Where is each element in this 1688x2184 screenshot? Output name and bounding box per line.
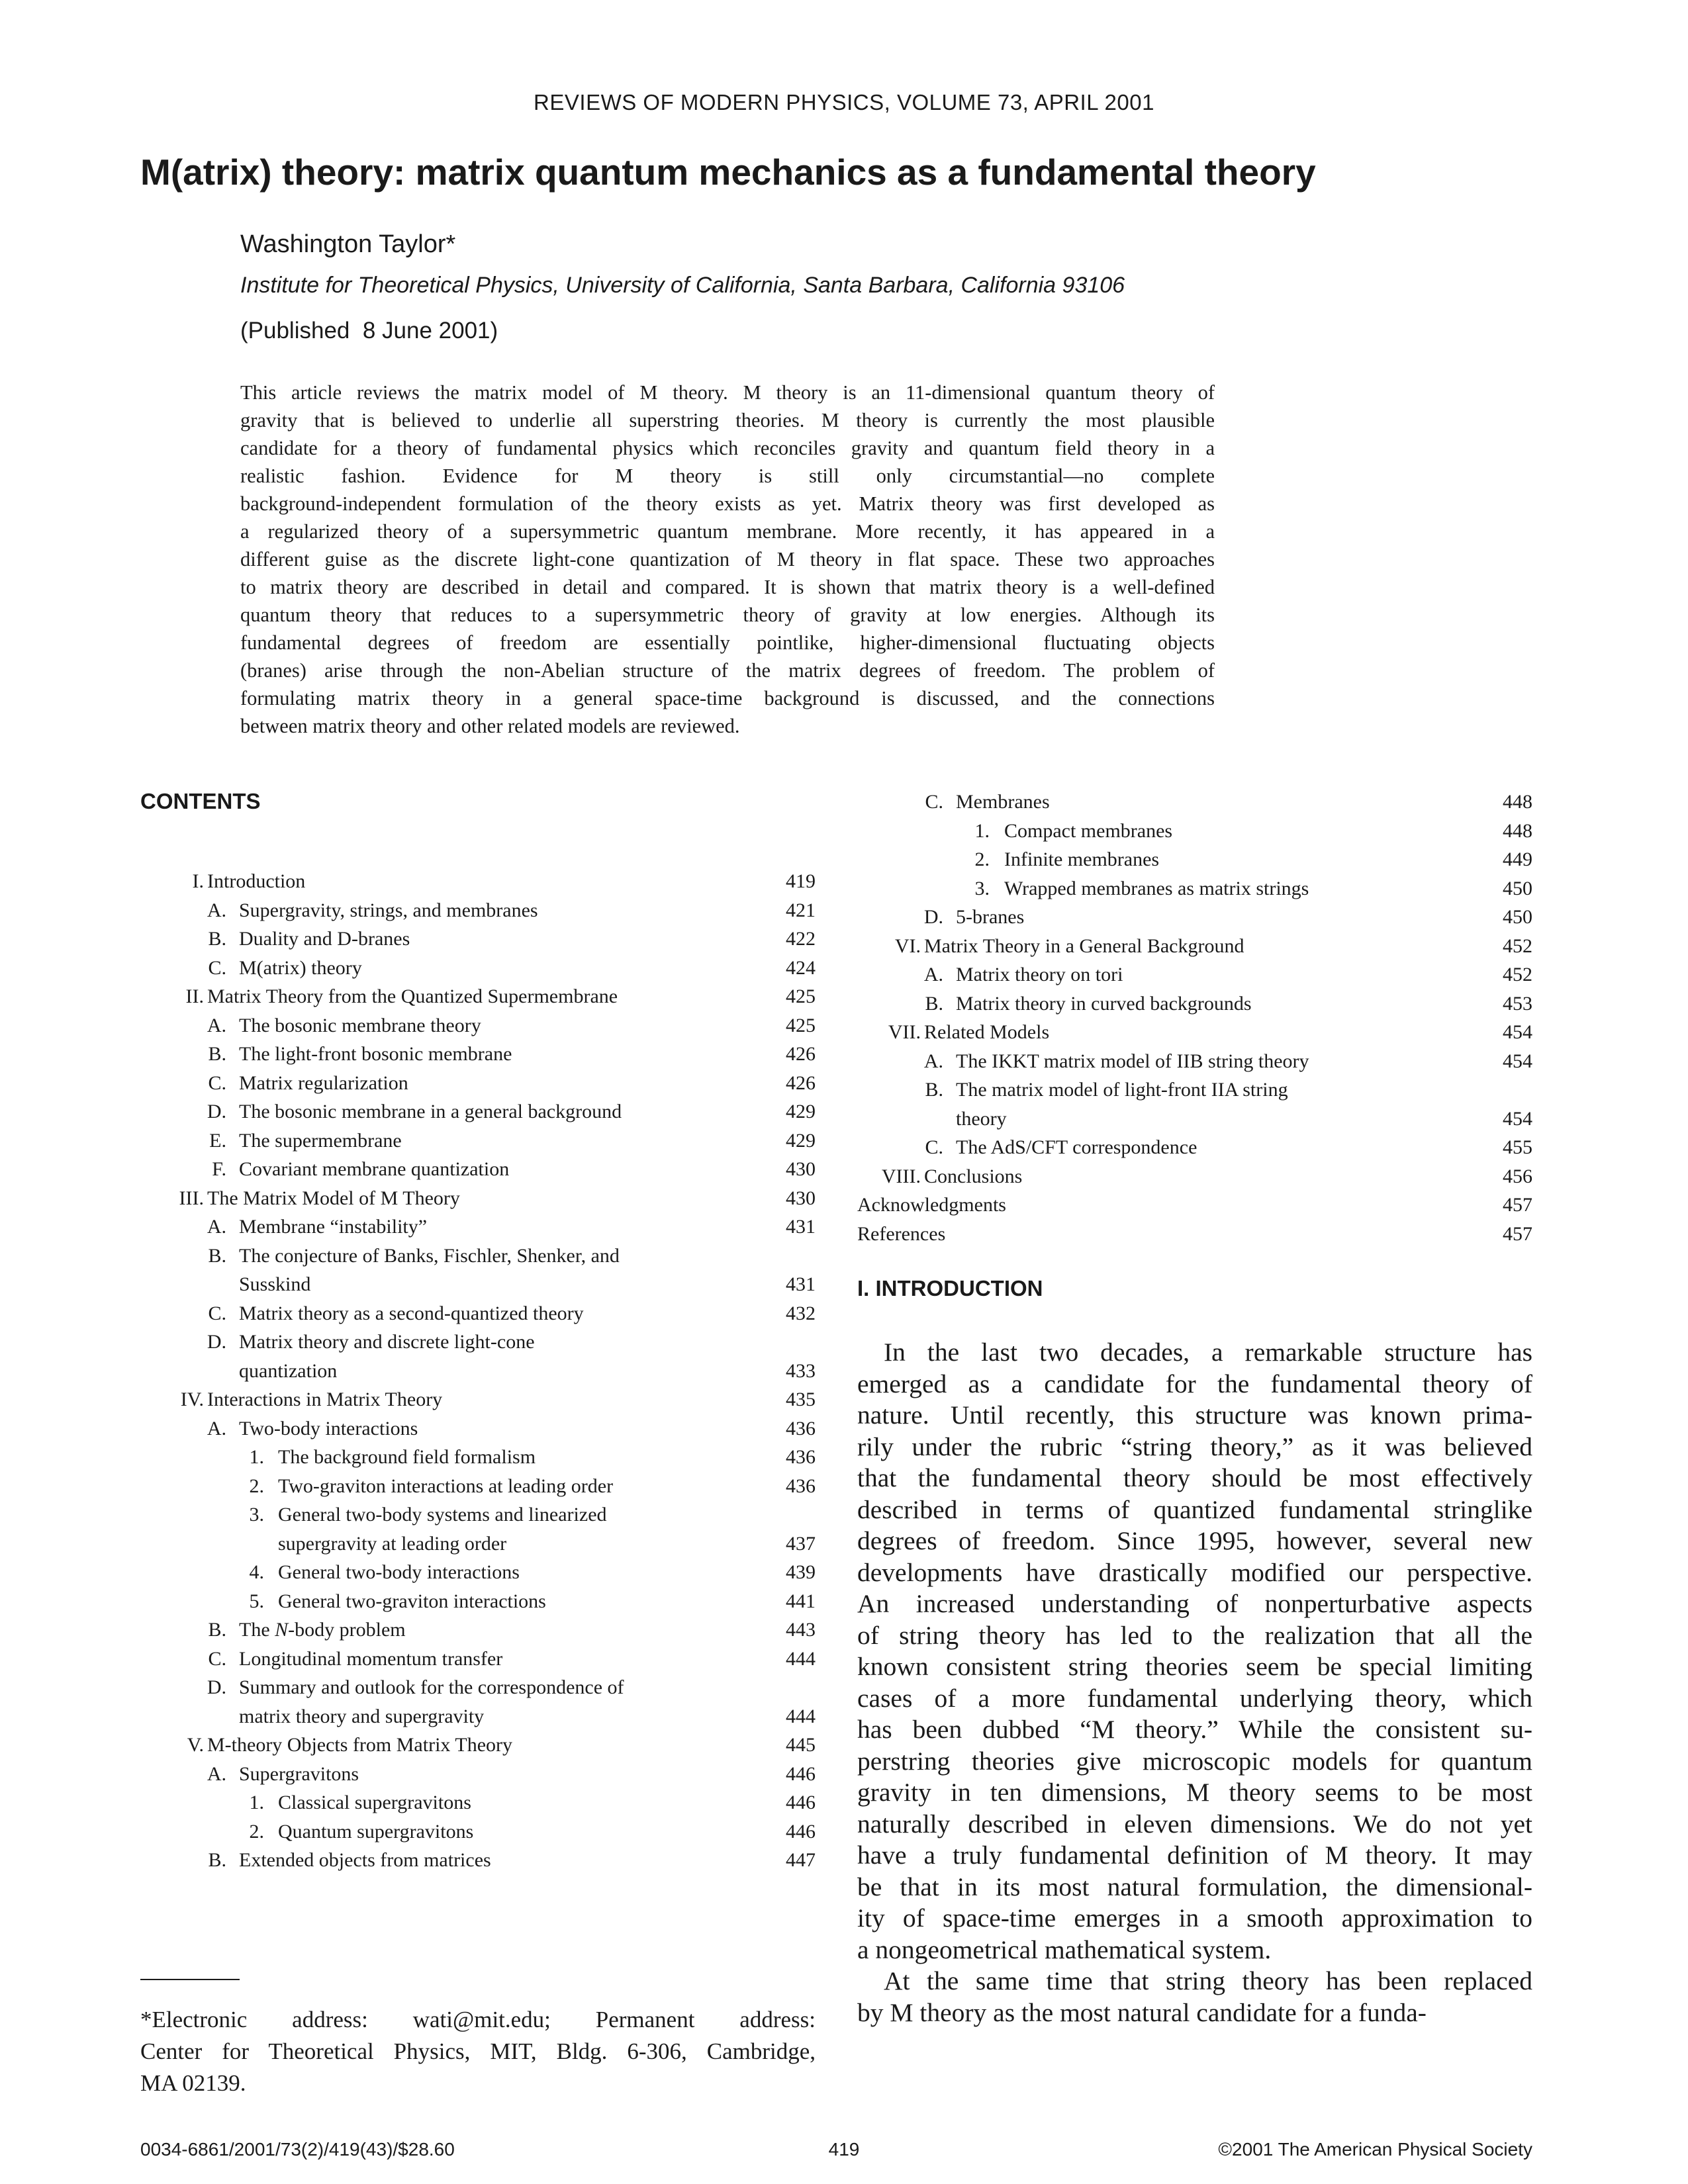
toc-entry[interactable] — [140, 1472, 816, 1501]
toc-entry-title: Susskind — [239, 1273, 311, 1295]
intro-line: has been dubbed “M theory.” While the consistent su- — [857, 1715, 1532, 1744]
toc-entry-title: Matrix theory and discrete light-cone — [239, 1331, 535, 1353]
toc-entry-label: VII. — [888, 1021, 921, 1043]
publication-date: (Published 8 June 2001) — [240, 318, 498, 343]
toc-entry-label: 2. — [974, 848, 990, 870]
intro-line: a nongeometrical mathematical system. — [857, 1934, 1272, 1964]
toc-entry-label: 5. — [249, 1590, 264, 1612]
toc-entry-label: D. — [207, 1676, 226, 1698]
toc-entry-label: C. — [208, 1647, 226, 1670]
toc-entry[interactable] — [857, 874, 1532, 903]
toc-entry-page: 424 — [786, 956, 816, 979]
intro-line: ity of space-time emerges in a smooth approximation to — [857, 1903, 1532, 1933]
toc-entry[interactable] — [140, 1414, 816, 1443]
toc-entry-page: 425 — [786, 1014, 816, 1036]
abstract-line: quantum theory that reduces to a supersymmetric theory of gravity at low energies. Although its — [240, 604, 1215, 626]
intro-line: described in terms of quantized fundamental stringlike — [857, 1494, 1532, 1524]
toc-entry[interactable] — [140, 867, 816, 896]
toc-entry[interactable] — [857, 903, 1532, 932]
toc-entry-page: 429 — [786, 1101, 816, 1122]
toc-entry-label: B. — [208, 1619, 226, 1641]
toc-entry[interactable] — [140, 1817, 816, 1846]
footnote-rule — [140, 1979, 240, 1980]
toc-entry[interactable] — [857, 1075, 1532, 1105]
toc-entry[interactable] — [140, 1529, 816, 1559]
intro-line: rily under the rubric “string theory,” as it was believed — [857, 1432, 1532, 1461]
toc-entry-label: A. — [207, 1014, 226, 1036]
toc-entry-label: A. — [207, 1417, 226, 1439]
intro-line: that the fundamental theory should be most effectively — [857, 1463, 1532, 1492]
toc-entry-title: Wrapped membranes as matrix strings — [1004, 877, 1309, 899]
toc-entry[interactable] — [857, 845, 1532, 874]
toc-entry-page: 437 — [786, 1532, 816, 1555]
toc-entry-label: B. — [208, 1043, 226, 1065]
toc-entry-label: A. — [207, 1216, 226, 1238]
toc-entry-page: 453 — [1503, 992, 1532, 1015]
toc-entry-title: Extended objects from matrices — [239, 1849, 491, 1871]
toc-entry-page: 441 — [786, 1590, 816, 1612]
toc-entry-label: B. — [925, 992, 943, 1015]
toc-entry-label: C. — [925, 1136, 943, 1158]
abstract — [240, 379, 1215, 740]
toc-entry-label: 1. — [249, 1792, 264, 1813]
toc-entry-label: A. — [923, 964, 943, 985]
toc-entry-page: 457 — [1503, 1194, 1532, 1216]
abstract-line: realistic fashion. Evidence for M theory is still only circumstantial—no complete — [240, 465, 1215, 487]
intro-line: nature. Until recently, this structure was known prima- — [857, 1400, 1532, 1430]
toc-entry-title: The Matrix Model of M Theory — [207, 1187, 460, 1209]
toc-entry-title: The light-front bosonic membrane — [239, 1043, 512, 1065]
toc-entry-page: 444 — [786, 1705, 816, 1727]
toc-entry-label: A. — [207, 1762, 226, 1785]
footnote-line: *Electronic address: wati@mit.edu; Permanent address: — [140, 2007, 816, 2032]
toc-entry-title: Covariant membrane quantization — [239, 1158, 510, 1180]
footnote-line: MA 02139. — [140, 2070, 246, 2096]
toc-entry-title: Infinite membranes — [1004, 848, 1160, 870]
abstract-line: different guise as the discrete light-cone quantization of M theory in flat space. These two approaches — [240, 548, 1215, 570]
toc-entry-page: 446 — [786, 1792, 816, 1813]
toc-entry-title: Matrix theory on tori — [956, 964, 1123, 985]
toc-entry-page: 431 — [786, 1273, 816, 1295]
toc-entry-title: theory — [956, 1107, 1007, 1130]
toc-entry-title: supergravity at leading order — [278, 1532, 507, 1555]
intro-line: At the same time that string theory has been replaced — [884, 1966, 1532, 1995]
toc-entry[interactable] — [140, 954, 816, 983]
intro-line: emerged as a candidate for the fundamental theory of — [857, 1369, 1532, 1398]
toc-entry-page: 444 — [786, 1647, 816, 1670]
toc-entry-page: 419 — [786, 870, 816, 892]
footer-copyright: ©2001 The American Physical Society — [1218, 2139, 1532, 2160]
toc-entry-title: Classical supergravitons — [278, 1792, 471, 1813]
toc-entry-title: Summary and outlook for the correspondence of — [239, 1676, 624, 1698]
toc-entry[interactable] — [140, 1558, 816, 1587]
toc-entry-label: 1. — [249, 1446, 264, 1468]
toc-entry[interactable] — [140, 1155, 816, 1184]
toc-entry-page: 443 — [786, 1619, 816, 1641]
toc-entry[interactable] — [140, 1615, 816, 1645]
toc-entry-label: 3. — [974, 877, 990, 899]
toc-entry[interactable] — [140, 982, 816, 1011]
abstract-line: This article reviews the matrix model of M theory. M theory is an 11-dimensional quantum theory of — [240, 381, 1215, 404]
intro-line: known consistent string theories seem be special limiting — [857, 1652, 1532, 1681]
toc-entry-page: 421 — [786, 899, 816, 921]
toc-entry-label: 2. — [249, 1475, 264, 1497]
toc-entry[interactable] — [140, 896, 816, 925]
toc-entry-label: 2. — [249, 1820, 264, 1843]
toc-entry-label: C. — [208, 956, 226, 979]
toc-entry[interactable] — [140, 1673, 816, 1702]
toc-entry-title: Longitudinal momentum transfer — [239, 1647, 503, 1670]
toc-entry-title: Membranes — [956, 791, 1050, 813]
toc-entry[interactable] — [140, 1846, 816, 1875]
toc-entry-page: 445 — [786, 1734, 816, 1756]
abstract-line: background-independent formulation of the theory exists as yet. Matrix theory was first developed as — [240, 492, 1215, 515]
toc-entry[interactable] — [857, 932, 1532, 961]
toc-entry-page: 432 — [786, 1302, 816, 1324]
toc-entry-label: C. — [208, 1071, 226, 1094]
introduction-heading: I. INTRODUCTION — [857, 1276, 1043, 1300]
toc-entry-title: Acknowledgments — [857, 1194, 1006, 1216]
toc-entry-title: Compact membranes — [1004, 819, 1173, 842]
toc-entry[interactable] — [140, 1443, 816, 1472]
toc-entry[interactable] — [140, 1731, 816, 1760]
toc-entry[interactable] — [140, 1500, 816, 1529]
abstract-line: fundamental degrees of freedom are essentially pointlike, higher-dimensional fluctuating objects — [240, 631, 1215, 654]
toc-entry[interactable] — [857, 817, 1532, 846]
toc-entry-title: quantization — [239, 1359, 338, 1382]
toc-entry-page: 436 — [786, 1417, 816, 1439]
toc-entry-page: 425 — [786, 985, 816, 1007]
toc-entry-title: Two-graviton interactions at leading order — [278, 1475, 614, 1497]
toc-entry-page: 457 — [1503, 1222, 1532, 1245]
toc-entry[interactable] — [140, 1328, 816, 1357]
toc-entry-title: Interactions in Matrix Theory — [207, 1388, 443, 1410]
toc-entry-label: IV. — [180, 1388, 204, 1410]
toc-entry-title: The AdS/CFT correspondence — [956, 1136, 1197, 1158]
toc-entry-page: 435 — [786, 1388, 816, 1410]
toc-entry-label: D. — [207, 1331, 226, 1353]
toc-entry-title: Two-body interactions — [239, 1417, 418, 1439]
intro-line: naturally described in eleven dimensions. We do not yet — [857, 1809, 1532, 1839]
abstract-line: (branes) arise through the non-Abelian structure of the matrix degrees of freedom. The problem of — [240, 659, 1215, 682]
toc-entry-label: A. — [207, 899, 226, 921]
intro-line: be that in its most natural formulation, the dimensional- — [857, 1872, 1532, 1901]
toc-entry-title: General two-body systems and linearized — [278, 1504, 607, 1525]
toc-entry[interactable] — [140, 1270, 816, 1299]
abstract-line: between matrix theory and other related models are reviewed. — [240, 715, 740, 737]
toc-entry[interactable] — [140, 1760, 816, 1789]
toc-entry-label: V. — [187, 1734, 204, 1756]
toc-entry[interactable] — [857, 1018, 1532, 1047]
abstract-line: to matrix theory are described in detail and compared. It is shown that matrix theory is a well-defined — [240, 576, 1215, 598]
toc-entry-label: 4. — [249, 1561, 264, 1583]
toc-entry[interactable] — [857, 1105, 1532, 1134]
toc-entry-title: The supermembrane — [239, 1129, 402, 1152]
toc-entry-title: Conclusions — [924, 1165, 1023, 1187]
toc-entry[interactable] — [140, 1702, 816, 1731]
toc-entry-label: C. — [925, 791, 943, 813]
toc-entry-label: B. — [208, 1244, 226, 1267]
abstract-line: a regularized theory of a supersymmetric quantum membrane. More recently, it has appeared in a — [240, 520, 1215, 543]
toc-entry[interactable] — [140, 1242, 816, 1271]
toc-entry-title: The bosonic membrane theory — [239, 1014, 481, 1036]
toc-entry-title: M-theory Objects from Matrix Theory — [207, 1734, 513, 1756]
intro-line: by M theory as the most natural candidate for a funda- — [857, 1997, 1427, 2027]
toc-entry-label: 3. — [249, 1504, 264, 1525]
toc-entry[interactable] — [140, 1097, 816, 1126]
toc-entry[interactable] — [140, 1587, 816, 1616]
toc-entry-label: VIII. — [881, 1165, 921, 1187]
toc-entry-page: 452 — [1503, 934, 1532, 957]
intro-line: of string theory has led to the realization that all the — [857, 1620, 1532, 1650]
toc-entry[interactable] — [140, 1040, 816, 1069]
toc-entry[interactable] — [140, 1299, 816, 1328]
toc-entry[interactable] — [140, 1126, 816, 1156]
intro-line: have a truly fundamental definition of M theory. It may — [857, 1841, 1532, 1870]
toc-entry-label: C. — [208, 1302, 226, 1324]
toc-entry[interactable] — [140, 1069, 816, 1098]
toc-entry[interactable] — [140, 1212, 816, 1242]
toc-entry-page: 454 — [1503, 1021, 1532, 1043]
toc-entry[interactable] — [857, 1191, 1532, 1220]
toc-entry-title: Matrix regularization — [239, 1071, 408, 1094]
toc-entry-title: The background field formalism — [278, 1446, 536, 1468]
intro-line: developments have drastically modified our perspective. — [857, 1557, 1532, 1587]
footer-code: 0034-6861/2001/73(2)/419(43)/$28.60 — [140, 2139, 455, 2160]
toc-entry-title: The matrix model of light-front IIA string — [956, 1079, 1288, 1101]
toc-entry-title: Introduction — [207, 870, 306, 892]
toc-entry-title: The IKKT matrix model of IIB string theory — [956, 1050, 1309, 1072]
toc-entry-title: The conjecture of Banks, Fischler, Shenker, and — [239, 1244, 620, 1267]
journal-header: REVIEWS OF MODERN PHYSICS, VOLUME 73, APRIL 2001 — [534, 90, 1154, 114]
toc-entry-page: 450 — [1503, 877, 1532, 899]
abstract-line: candidate for a theory of fundamental physics which reconciles gravity and quantum field theory in a — [240, 437, 1215, 459]
toc-entry-title: Quantum supergravitons — [278, 1820, 474, 1843]
abstract-line: formulating matrix theory in a general space-time background is discussed, and the connections — [240, 687, 1215, 709]
toc-entry-page: 422 — [786, 928, 816, 950]
toc-entry-title: M(atrix) theory — [239, 956, 362, 979]
toc-entry[interactable] — [140, 1357, 816, 1386]
toc-entry-title: Matrix Theory in a General Background — [924, 934, 1244, 957]
toc-entry-page: 426 — [786, 1071, 816, 1094]
toc-entry-title: The N-body problem — [239, 1619, 406, 1641]
toc-entry-page: 446 — [786, 1820, 816, 1843]
page-number: 419 — [828, 2139, 860, 2160]
toc-entry-page: 429 — [786, 1129, 816, 1152]
intro-line: cases of a more fundamental underlying theory, which — [857, 1683, 1532, 1713]
toc-entry-page: 426 — [786, 1043, 816, 1065]
toc-entry-page: 436 — [786, 1475, 816, 1497]
toc-entry-label: D. — [207, 1101, 226, 1122]
toc-entry-label: B. — [208, 1849, 226, 1871]
toc-entry-page: 455 — [1503, 1136, 1532, 1158]
toc-entry[interactable] — [857, 960, 1532, 989]
toc-entry[interactable] — [140, 1645, 816, 1674]
toc-entry-page: 436 — [786, 1446, 816, 1468]
toc-entry-label: I. — [192, 870, 204, 892]
toc-entry-label: III. — [179, 1187, 204, 1209]
toc-entry-page: 430 — [786, 1158, 816, 1180]
toc-entry-page: 446 — [786, 1762, 816, 1785]
toc-entry-label: E. — [209, 1129, 226, 1152]
toc-right-column — [857, 788, 1532, 1248]
toc-entry[interactable] — [140, 1184, 816, 1213]
toc-entry-title: Related Models — [924, 1021, 1050, 1043]
article-title: M(atrix) theory: matrix quantum mechanics as a fundamental theory — [140, 152, 1316, 193]
toc-entry[interactable] — [140, 925, 816, 954]
intro-line: gravity in ten dimensions, M theory seems to be most — [857, 1778, 1532, 1807]
toc-entry-label: A. — [923, 1050, 943, 1072]
toc-left-column — [140, 867, 816, 1875]
toc-entry-page: 431 — [786, 1216, 816, 1238]
intro-line: In the last two decades, a remarkable structure has — [884, 1338, 1532, 1367]
toc-entry-title: matrix theory and supergravity — [239, 1705, 485, 1727]
toc-entry-title: References — [857, 1222, 946, 1245]
toc-entry-page: 450 — [1503, 906, 1532, 928]
toc-entry-page: 454 — [1503, 1107, 1532, 1130]
toc-entry[interactable] — [140, 1788, 816, 1817]
toc-entry[interactable] — [140, 1385, 816, 1414]
toc-entry-label: D. — [923, 906, 943, 928]
toc-entry-label: B. — [925, 1079, 943, 1101]
intro-line: degrees of freedom. Since 1995, however, several new — [857, 1526, 1532, 1555]
toc-entry-page: 456 — [1503, 1165, 1532, 1187]
toc-entry-title: Supergravitons — [239, 1762, 359, 1785]
toc-entry-title: General two-graviton interactions — [278, 1590, 546, 1612]
footnote-line: Center for Theoretical Physics, MIT, Bldg. 6-306, Cambridge, — [140, 2038, 816, 2064]
toc-entry-page: 449 — [1503, 848, 1532, 870]
toc-entry-page: 439 — [786, 1561, 816, 1583]
toc-entry-title: Matrix Theory from the Quantized Supermembrane — [207, 985, 618, 1007]
toc-entry-title: The bosonic membrane in a general background — [239, 1101, 622, 1122]
toc-entry-label: VI. — [894, 934, 921, 957]
toc-entry-page: 454 — [1503, 1050, 1532, 1072]
affiliation: Institute for Theoretical Physics, University of California, Santa Barbara, California 93106 — [240, 273, 1125, 298]
toc-entry-title: Matrix theory as a second-quantized theory — [239, 1302, 584, 1324]
toc-entry-page: 433 — [786, 1359, 816, 1382]
toc-entry[interactable] — [857, 1047, 1532, 1076]
contents-heading: CONTENTS — [140, 789, 261, 813]
author: Washington Taylor* — [240, 230, 456, 258]
toc-entry-label: B. — [208, 928, 226, 950]
toc-entry-title: Matrix theory in curved backgrounds — [956, 992, 1252, 1015]
intro-line: An increased understanding of nonperturbative aspects — [857, 1589, 1532, 1618]
toc-entry-label: F. — [212, 1158, 226, 1180]
toc-entry-title: Duality and D-branes — [239, 928, 410, 950]
toc-entry-title: Supergravity, strings, and membranes — [239, 899, 538, 921]
toc-entry[interactable] — [857, 1133, 1532, 1162]
toc-entry[interactable] — [857, 1162, 1532, 1191]
footnote — [140, 2004, 816, 2099]
toc-entry-page: 447 — [786, 1849, 816, 1871]
toc-entry[interactable] — [857, 1220, 1532, 1249]
toc-entry-title: Membrane “instability” — [239, 1216, 428, 1238]
introduction-text — [857, 1337, 1532, 2028]
toc-entry-label: II. — [185, 985, 204, 1007]
toc-entry-page: 452 — [1503, 964, 1532, 985]
toc-entry-label: 1. — [974, 819, 990, 842]
toc-entry-title: General two-body interactions — [278, 1561, 520, 1583]
intro-line: perstring theories give microscopic models for quantum — [857, 1746, 1532, 1776]
toc-entry[interactable] — [140, 1011, 816, 1040]
abstract-line: gravity that is believed to underlie all superstring theories. M theory is currently the most plausible — [240, 409, 1215, 432]
toc-entry-page: 430 — [786, 1187, 816, 1209]
toc-entry[interactable] — [857, 989, 1532, 1019]
toc-entry-page: 448 — [1503, 791, 1532, 813]
toc-entry[interactable] — [857, 788, 1532, 817]
toc-entry-page: 448 — [1503, 819, 1532, 842]
toc-entry-title: 5-branes — [956, 906, 1025, 928]
